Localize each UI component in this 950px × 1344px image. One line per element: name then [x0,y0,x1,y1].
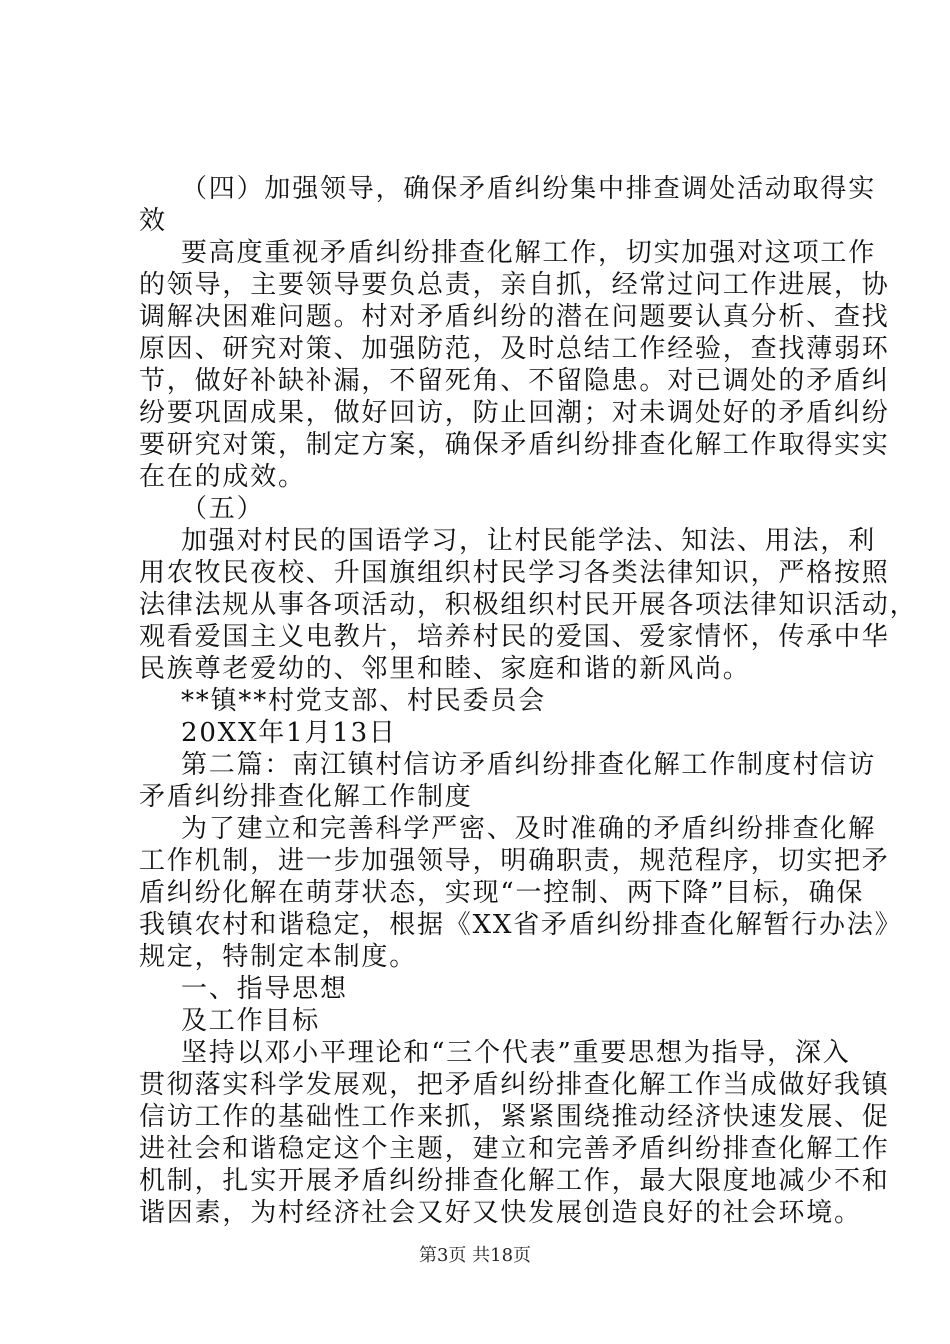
chapter-title-cont: 矛盾纠纷排查化解工作制度 [139,782,473,812]
paragraph-line: 要高度重视矛盾纠纷排查化解工作，切实加强对这项工作 [181,238,877,268]
signature-org: **镇**村党支部、村民委员会 [181,686,547,716]
paragraph-line: 机制，扎实开展矛盾纠纷排查化解工作，最大限度地减少不和 [139,1166,890,1196]
section-heading: （四）加强领导，确保矛盾纠纷集中排查调处活动取得实 [181,174,877,204]
section-heading: 一、指导思想 [181,974,348,1004]
paragraph-line: 为了建立和完善科学严密、及时准确的矛盾纠纷排查化解 [181,814,877,844]
paragraph-line: 观看爱国主义电教片，培养村民的爱国、爱家情怀，传承中华 [139,622,890,652]
paragraph-line: 加强对村民的国语学习，让村民能学法、知法、用法，利 [181,526,877,556]
section-heading-cont: 及工作目标 [181,1006,321,1036]
chapter-title: 第二篇：南江镇村信访矛盾纠纷排查化解工作制度村信访 [181,750,877,780]
page-number-footer: 第3页 共18页 [418,1245,532,1266]
paragraph-line: 贯彻落实科学发展观，把矛盾纠纷排查化解工作当成做好我镇 [139,1070,890,1100]
paragraph-line: 的领导，主要领导要负总责，亲自抓，经常过问工作进展，协 [139,270,890,300]
paragraph-line: 我镇农村和谐稳定，根据《XX省矛盾纠纷排查化解暂行办法》 [139,910,903,940]
paragraph-line: 坚持以邓小平理论和“三个代表”重要思想为指导，深入 [181,1038,851,1068]
paragraph-line: 要研究对策，制定方案，确保矛盾纠纷排查化解工作取得实实 [139,430,890,460]
paragraph-line: 规定，特制定本制度。 [139,942,418,972]
paragraph-line: 原因、研究对策、加强防范，及时总结工作经验，查找薄弱环 [139,334,890,364]
paragraph-line: 民族尊老爱幼的、邻里和睦、家庭和谐的新风尚。 [139,654,751,684]
paragraph-line: 调解决困难问题。村对矛盾纠纷的潜在问题要认真分析、查找 [139,302,890,332]
paragraph-line: 在在的成效。 [139,462,306,492]
signature-date: 20XX年1月13日 [181,718,397,748]
paragraph-line: 纷要巩固成果，做好回访，防止回潮；对未调处好的矛盾纠纷 [139,398,890,428]
paragraph-line: 节，做好补缺补漏，不留死角、不留隐患。对已调处的矛盾纠 [139,366,890,396]
section-heading: （五） [181,494,265,524]
paragraph-line: 用农牧民夜校、升国旗组织村民学习各类法律知识，严格按照 [139,558,890,588]
paragraph-line: 盾纠纷化解在萌芽状态，实现“一控制、两下降”目标，确保 [139,878,865,908]
paragraph-line: 信访工作的基础性工作来抓，紧紧围绕推动经济快速发展、促 [139,1102,890,1132]
paragraph-line: 进社会和谐稳定这个主题，建立和完善矛盾纠纷排查化解工作 [139,1134,890,1164]
paragraph-line: 法律法规从事各项活动，积极组织村民开展各项法律知识活动， [139,590,918,620]
paragraph-line: 工作机制，进一步加强领导，明确职责，规范程序，切实把矛 [139,846,890,876]
document-body [139,173,918,1229]
paragraph-line: 谐因素，为村经济社会又好又快发展创造良好的社会环境。 [139,1198,862,1228]
section-heading-cont: 效 [139,206,167,236]
